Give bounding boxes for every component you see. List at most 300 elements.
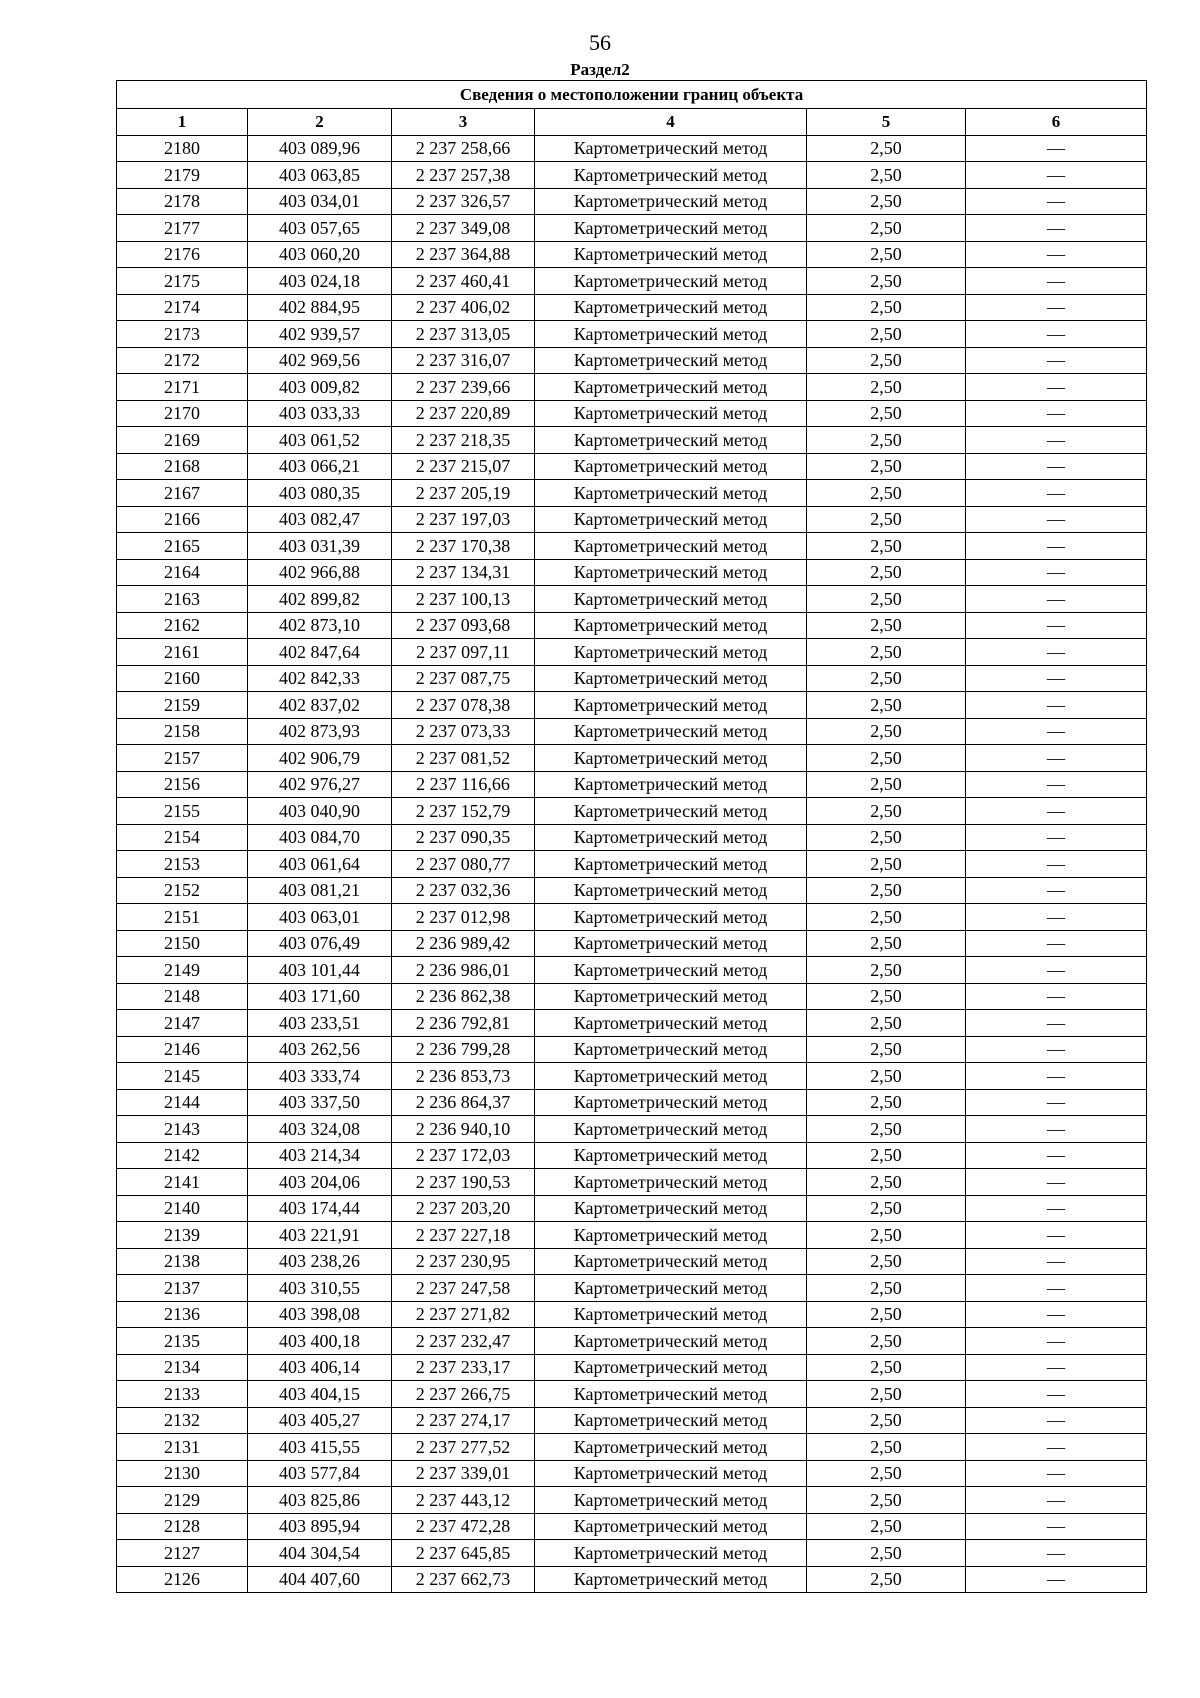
point-number-cell: 2168 (117, 453, 248, 480)
y-coordinate-cell: 2 237 012,98 (392, 904, 535, 931)
x-coordinate-cell: 403 406,14 (248, 1354, 392, 1381)
point-number-cell: 2156 (117, 771, 248, 798)
point-number-cell: 2173 (117, 321, 248, 348)
note-cell: — (966, 480, 1147, 507)
y-coordinate-cell: 2 237 257,38 (392, 162, 535, 189)
y-coordinate-cell: 2 237 472,28 (392, 1513, 535, 1540)
method-cell: Картометрический метод (535, 1513, 807, 1540)
table-row (117, 771, 1147, 798)
method-cell: Картометрический метод (535, 586, 807, 613)
method-cell: Картометрический метод (535, 533, 807, 560)
accuracy-cell: 2,50 (807, 930, 966, 957)
note-cell: — (966, 1328, 1147, 1355)
y-coordinate-cell: 2 237 274,17 (392, 1407, 535, 1434)
method-cell: Картометрический метод (535, 1301, 807, 1328)
x-coordinate-cell: 403 324,08 (248, 1116, 392, 1143)
y-coordinate-cell: 2 236 864,37 (392, 1089, 535, 1116)
table-row (117, 665, 1147, 692)
accuracy-cell: 2,50 (807, 427, 966, 454)
accuracy-cell: 2,50 (807, 665, 966, 692)
method-cell: Картометрический метод (535, 1195, 807, 1222)
point-number-cell: 2171 (117, 374, 248, 401)
caption-row (117, 81, 1147, 109)
method-cell: Картометрический метод (535, 480, 807, 507)
x-coordinate-cell: 402 966,88 (248, 559, 392, 586)
accuracy-cell: 2,50 (807, 506, 966, 533)
method-cell: Картометрический метод (535, 1275, 807, 1302)
x-coordinate-cell: 403 089,96 (248, 135, 392, 162)
table-body (117, 135, 1147, 1593)
y-coordinate-cell: 2 237 073,33 (392, 718, 535, 745)
table-row (117, 930, 1147, 957)
method-cell: Картометрический метод (535, 1063, 807, 1090)
x-coordinate-cell: 402 899,82 (248, 586, 392, 613)
point-number-cell: 2176 (117, 241, 248, 268)
point-number-cell: 2138 (117, 1248, 248, 1275)
y-coordinate-cell: 2 237 232,47 (392, 1328, 535, 1355)
table-row (117, 1354, 1147, 1381)
note-cell: — (966, 294, 1147, 321)
x-coordinate-cell: 403 825,86 (248, 1487, 392, 1514)
method-cell: Картометрический метод (535, 692, 807, 719)
column-header: 3 (392, 109, 535, 136)
point-number-cell: 2154 (117, 824, 248, 851)
y-coordinate-cell: 2 237 271,82 (392, 1301, 535, 1328)
table-row (117, 957, 1147, 984)
table-row (117, 162, 1147, 189)
y-coordinate-cell: 2 237 081,52 (392, 745, 535, 772)
accuracy-cell: 2,50 (807, 1195, 966, 1222)
note-cell: — (966, 1460, 1147, 1487)
method-cell: Картометрический метод (535, 321, 807, 348)
y-coordinate-cell: 2 237 134,31 (392, 559, 535, 586)
x-coordinate-cell: 403 214,34 (248, 1142, 392, 1169)
accuracy-cell: 2,50 (807, 798, 966, 825)
method-cell: Картометрический метод (535, 904, 807, 931)
accuracy-cell: 2,50 (807, 1275, 966, 1302)
point-number-cell: 2152 (117, 877, 248, 904)
x-coordinate-cell: 403 333,74 (248, 1063, 392, 1090)
table-row (117, 1036, 1147, 1063)
note-cell: — (966, 1010, 1147, 1037)
accuracy-cell: 2,50 (807, 1566, 966, 1593)
x-coordinate-cell: 402 906,79 (248, 745, 392, 772)
y-coordinate-cell: 2 237 116,66 (392, 771, 535, 798)
table-row (117, 1010, 1147, 1037)
accuracy-cell: 2,50 (807, 586, 966, 613)
x-coordinate-cell: 402 837,02 (248, 692, 392, 719)
note-cell: — (966, 1195, 1147, 1222)
point-number-cell: 2128 (117, 1513, 248, 1540)
table-row (117, 321, 1147, 348)
note-cell: — (966, 1063, 1147, 1090)
note-cell: — (966, 400, 1147, 427)
x-coordinate-cell: 403 204,06 (248, 1169, 392, 1196)
x-coordinate-cell: 403 066,21 (248, 453, 392, 480)
y-coordinate-cell: 2 237 406,02 (392, 294, 535, 321)
y-coordinate-cell: 2 237 227,18 (392, 1222, 535, 1249)
table-row (117, 1540, 1147, 1567)
note-cell: — (966, 1354, 1147, 1381)
y-coordinate-cell: 2 237 326,57 (392, 188, 535, 215)
boundary-table (116, 80, 1147, 1593)
point-number-cell: 2135 (117, 1328, 248, 1355)
method-cell: Картометрический метод (535, 1487, 807, 1514)
note-cell: — (966, 1301, 1147, 1328)
accuracy-cell: 2,50 (807, 1089, 966, 1116)
accuracy-cell: 2,50 (807, 135, 966, 162)
y-coordinate-cell: 2 237 097,11 (392, 639, 535, 666)
method-cell: Картометрический метод (535, 427, 807, 454)
table-row (117, 612, 1147, 639)
y-coordinate-cell: 2 237 233,17 (392, 1354, 535, 1381)
y-coordinate-cell: 2 237 172,03 (392, 1142, 535, 1169)
method-cell: Картометрический метод (535, 1381, 807, 1408)
note-cell: — (966, 1487, 1147, 1514)
table-row (117, 983, 1147, 1010)
accuracy-cell: 2,50 (807, 639, 966, 666)
accuracy-cell: 2,50 (807, 771, 966, 798)
x-coordinate-cell: 403 061,52 (248, 427, 392, 454)
y-coordinate-cell: 2 237 203,20 (392, 1195, 535, 1222)
method-cell: Картометрический метод (535, 1328, 807, 1355)
accuracy-cell: 2,50 (807, 824, 966, 851)
accuracy-cell: 2,50 (807, 1142, 966, 1169)
y-coordinate-cell: 2 237 078,38 (392, 692, 535, 719)
accuracy-cell: 2,50 (807, 1036, 966, 1063)
table-row (117, 1407, 1147, 1434)
accuracy-cell: 2,50 (807, 453, 966, 480)
accuracy-cell: 2,50 (807, 374, 966, 401)
y-coordinate-cell: 2 236 986,01 (392, 957, 535, 984)
y-coordinate-cell: 2 237 230,95 (392, 1248, 535, 1275)
note-cell: — (966, 718, 1147, 745)
accuracy-cell: 2,50 (807, 1513, 966, 1540)
point-number-cell: 2140 (117, 1195, 248, 1222)
x-coordinate-cell: 402 873,93 (248, 718, 392, 745)
x-coordinate-cell: 402 842,33 (248, 665, 392, 692)
x-coordinate-cell: 403 398,08 (248, 1301, 392, 1328)
x-coordinate-cell: 403 061,64 (248, 851, 392, 878)
point-number-cell: 2153 (117, 851, 248, 878)
table-row (117, 1301, 1147, 1328)
accuracy-cell: 2,50 (807, 1328, 966, 1355)
x-coordinate-cell: 403 415,55 (248, 1434, 392, 1461)
table-row (117, 268, 1147, 295)
note-cell: — (966, 1169, 1147, 1196)
x-coordinate-cell: 403 101,44 (248, 957, 392, 984)
point-number-cell: 2160 (117, 665, 248, 692)
x-coordinate-cell: 402 847,64 (248, 639, 392, 666)
method-cell: Картометрический метод (535, 612, 807, 639)
table-row (117, 188, 1147, 215)
accuracy-cell: 2,50 (807, 1407, 966, 1434)
point-number-cell: 2157 (117, 745, 248, 772)
point-number-cell: 2131 (117, 1434, 248, 1461)
table-row (117, 1381, 1147, 1408)
x-coordinate-cell: 403 400,18 (248, 1328, 392, 1355)
y-coordinate-cell: 2 237 087,75 (392, 665, 535, 692)
method-cell: Картометрический метод (535, 1460, 807, 1487)
table-row (117, 453, 1147, 480)
point-number-cell: 2169 (117, 427, 248, 454)
point-number-cell: 2158 (117, 718, 248, 745)
table-row (117, 347, 1147, 374)
note-cell: — (966, 1116, 1147, 1143)
accuracy-cell: 2,50 (807, 347, 966, 374)
point-number-cell: 2159 (117, 692, 248, 719)
method-cell: Картометрический метод (535, 983, 807, 1010)
point-number-cell: 2132 (117, 1407, 248, 1434)
table-row (117, 427, 1147, 454)
method-cell: Картометрический метод (535, 1116, 807, 1143)
accuracy-cell: 2,50 (807, 1460, 966, 1487)
point-number-cell: 2148 (117, 983, 248, 1010)
method-cell: Картометрический метод (535, 268, 807, 295)
method-cell: Картометрический метод (535, 798, 807, 825)
method-cell: Картометрический метод (535, 400, 807, 427)
note-cell: — (966, 347, 1147, 374)
x-coordinate-cell: 403 080,35 (248, 480, 392, 507)
x-coordinate-cell: 403 238,26 (248, 1248, 392, 1275)
y-coordinate-cell: 2 237 239,66 (392, 374, 535, 401)
table-row (117, 1248, 1147, 1275)
note-cell: — (966, 612, 1147, 639)
note-cell: — (966, 427, 1147, 454)
note-cell: — (966, 586, 1147, 613)
accuracy-cell: 2,50 (807, 718, 966, 745)
table-row (117, 215, 1147, 242)
method-cell: Картометрический метод (535, 718, 807, 745)
table-row (117, 798, 1147, 825)
note-cell: — (966, 877, 1147, 904)
x-coordinate-cell: 402 884,95 (248, 294, 392, 321)
accuracy-cell: 2,50 (807, 294, 966, 321)
accuracy-cell: 2,50 (807, 268, 966, 295)
accuracy-cell: 2,50 (807, 1248, 966, 1275)
x-coordinate-cell: 403 040,90 (248, 798, 392, 825)
y-coordinate-cell: 2 237 032,36 (392, 877, 535, 904)
method-cell: Картометрический метод (535, 771, 807, 798)
accuracy-cell: 2,50 (807, 745, 966, 772)
note-cell: — (966, 1089, 1147, 1116)
table-row (117, 718, 1147, 745)
y-coordinate-cell: 2 237 080,77 (392, 851, 535, 878)
table-row (117, 533, 1147, 560)
note-cell: — (966, 957, 1147, 984)
point-number-cell: 2167 (117, 480, 248, 507)
note-cell: — (966, 1540, 1147, 1567)
y-coordinate-cell: 2 236 792,81 (392, 1010, 535, 1037)
table-row (117, 559, 1147, 586)
note-cell: — (966, 162, 1147, 189)
y-coordinate-cell: 2 237 218,35 (392, 427, 535, 454)
table-row (117, 1487, 1147, 1514)
method-cell: Картометрический метод (535, 347, 807, 374)
table-row (117, 374, 1147, 401)
note-cell: — (966, 824, 1147, 851)
x-coordinate-cell: 403 262,56 (248, 1036, 392, 1063)
point-number-cell: 2161 (117, 639, 248, 666)
method-cell: Картометрический метод (535, 506, 807, 533)
y-coordinate-cell: 2 237 093,68 (392, 612, 535, 639)
accuracy-cell: 2,50 (807, 983, 966, 1010)
y-coordinate-cell: 2 236 989,42 (392, 930, 535, 957)
method-cell: Картометрический метод (535, 1434, 807, 1461)
x-coordinate-cell: 402 969,56 (248, 347, 392, 374)
point-number-cell: 2136 (117, 1301, 248, 1328)
x-coordinate-cell: 402 976,27 (248, 771, 392, 798)
point-number-cell: 2137 (117, 1275, 248, 1302)
point-number-cell: 2126 (117, 1566, 248, 1593)
y-coordinate-cell: 2 236 799,28 (392, 1036, 535, 1063)
method-cell: Картометрический метод (535, 639, 807, 666)
point-number-cell: 2144 (117, 1089, 248, 1116)
accuracy-cell: 2,50 (807, 1434, 966, 1461)
note-cell: — (966, 798, 1147, 825)
accuracy-cell: 2,50 (807, 162, 966, 189)
x-coordinate-cell: 403 082,47 (248, 506, 392, 533)
x-coordinate-cell: 403 577,84 (248, 1460, 392, 1487)
y-coordinate-cell: 2 237 266,75 (392, 1381, 535, 1408)
note-cell: — (966, 1381, 1147, 1408)
method-cell: Картометрический метод (535, 162, 807, 189)
y-coordinate-cell: 2 237 349,08 (392, 215, 535, 242)
note-cell: — (966, 930, 1147, 957)
x-coordinate-cell: 403 404,15 (248, 1381, 392, 1408)
note-cell: — (966, 771, 1147, 798)
x-coordinate-cell: 403 057,65 (248, 215, 392, 242)
accuracy-cell: 2,50 (807, 1354, 966, 1381)
note-cell: — (966, 559, 1147, 586)
x-coordinate-cell: 403 405,27 (248, 1407, 392, 1434)
point-number-cell: 2177 (117, 215, 248, 242)
table-row (117, 135, 1147, 162)
point-number-cell: 2139 (117, 1222, 248, 1249)
accuracy-cell: 2,50 (807, 215, 966, 242)
accuracy-cell: 2,50 (807, 1010, 966, 1037)
x-coordinate-cell: 403 063,85 (248, 162, 392, 189)
method-cell: Картометрический метод (535, 665, 807, 692)
y-coordinate-cell: 2 237 215,07 (392, 453, 535, 480)
table-row (117, 904, 1147, 931)
accuracy-cell: 2,50 (807, 904, 966, 931)
y-coordinate-cell: 2 237 258,66 (392, 135, 535, 162)
column-header: 6 (966, 109, 1147, 136)
point-number-cell: 2129 (117, 1487, 248, 1514)
y-coordinate-cell: 2 237 443,12 (392, 1487, 535, 1514)
point-number-cell: 2178 (117, 188, 248, 215)
accuracy-cell: 2,50 (807, 400, 966, 427)
method-cell: Картометрический метод (535, 374, 807, 401)
note-cell: — (966, 851, 1147, 878)
x-coordinate-cell: 403 895,94 (248, 1513, 392, 1540)
y-coordinate-cell: 2 237 170,38 (392, 533, 535, 560)
point-number-cell: 2133 (117, 1381, 248, 1408)
note-cell: — (966, 1275, 1147, 1302)
accuracy-cell: 2,50 (807, 1116, 966, 1143)
method-cell: Картометрический метод (535, 241, 807, 268)
method-cell: Картометрический метод (535, 851, 807, 878)
y-coordinate-cell: 2 236 862,38 (392, 983, 535, 1010)
table-row (117, 294, 1147, 321)
point-number-cell: 2150 (117, 930, 248, 957)
table-head (117, 81, 1147, 136)
note-cell: — (966, 904, 1147, 931)
accuracy-cell: 2,50 (807, 877, 966, 904)
point-number-cell: 2142 (117, 1142, 248, 1169)
note-cell: — (966, 506, 1147, 533)
y-coordinate-cell: 2 237 190,53 (392, 1169, 535, 1196)
x-coordinate-cell: 403 024,18 (248, 268, 392, 295)
accuracy-cell: 2,50 (807, 321, 966, 348)
table-row (117, 1275, 1147, 1302)
accuracy-cell: 2,50 (807, 533, 966, 560)
method-cell: Картометрический метод (535, 930, 807, 957)
y-coordinate-cell: 2 237 220,89 (392, 400, 535, 427)
method-cell: Картометрический метод (535, 453, 807, 480)
table-row (117, 1169, 1147, 1196)
method-cell: Картометрический метод (535, 559, 807, 586)
accuracy-cell: 2,50 (807, 612, 966, 639)
y-coordinate-cell: 2 237 277,52 (392, 1434, 535, 1461)
x-coordinate-cell: 403 063,01 (248, 904, 392, 931)
note-cell: — (966, 533, 1147, 560)
column-header: 4 (535, 109, 807, 136)
point-number-cell: 2175 (117, 268, 248, 295)
point-number-cell: 2147 (117, 1010, 248, 1037)
point-number-cell: 2130 (117, 1460, 248, 1487)
x-coordinate-cell: 403 174,44 (248, 1195, 392, 1222)
y-coordinate-cell: 2 237 247,58 (392, 1275, 535, 1302)
note-cell: — (966, 1036, 1147, 1063)
x-coordinate-cell: 404 407,60 (248, 1566, 392, 1593)
y-coordinate-cell: 2 237 460,41 (392, 268, 535, 295)
method-cell: Картометрический метод (535, 188, 807, 215)
y-coordinate-cell: 2 237 313,05 (392, 321, 535, 348)
x-coordinate-cell: 403 034,01 (248, 188, 392, 215)
x-coordinate-cell: 403 337,50 (248, 1089, 392, 1116)
method-cell: Картометрический метод (535, 215, 807, 242)
table-row (117, 877, 1147, 904)
note-cell: — (966, 1407, 1147, 1434)
table-row (117, 692, 1147, 719)
table-row (117, 1222, 1147, 1249)
y-coordinate-cell: 2 237 197,03 (392, 506, 535, 533)
table-row (117, 639, 1147, 666)
y-coordinate-cell: 2 236 853,73 (392, 1063, 535, 1090)
method-cell: Картометрический метод (535, 1010, 807, 1037)
note-cell: — (966, 1222, 1147, 1249)
point-number-cell: 2155 (117, 798, 248, 825)
method-cell: Картометрический метод (535, 824, 807, 851)
column-header: 5 (807, 109, 966, 136)
table-row (117, 506, 1147, 533)
table-row (117, 1328, 1147, 1355)
point-number-cell: 2165 (117, 533, 248, 560)
table-row (117, 1434, 1147, 1461)
accuracy-cell: 2,50 (807, 692, 966, 719)
x-coordinate-cell: 403 221,91 (248, 1222, 392, 1249)
x-coordinate-cell: 403 009,82 (248, 374, 392, 401)
note-cell: — (966, 241, 1147, 268)
method-cell: Картометрический метод (535, 1142, 807, 1169)
point-number-cell: 2145 (117, 1063, 248, 1090)
x-coordinate-cell: 403 076,49 (248, 930, 392, 957)
note-cell: — (966, 188, 1147, 215)
accuracy-cell: 2,50 (807, 1169, 966, 1196)
point-number-cell: 2172 (117, 347, 248, 374)
